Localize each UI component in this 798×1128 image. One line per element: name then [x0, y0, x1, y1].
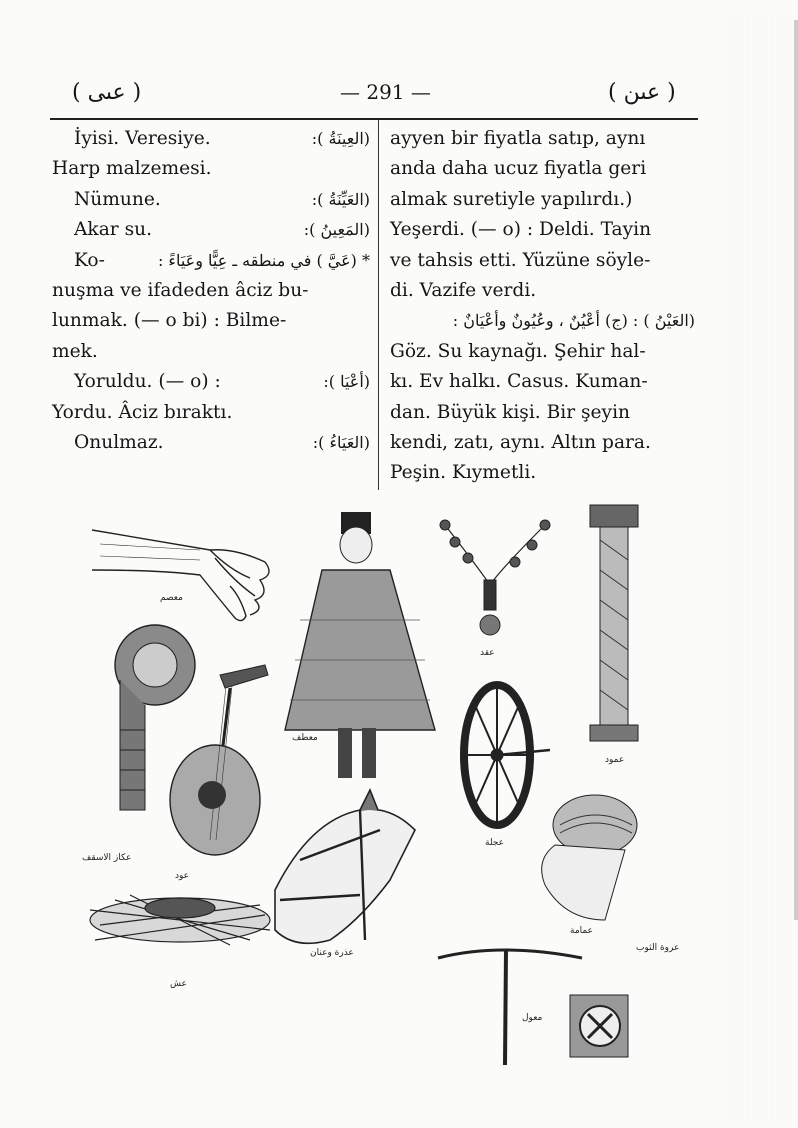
hand-illustration [92, 530, 269, 621]
page-number: — 291 — [340, 80, 431, 104]
right-entry-line: kendi, zatı, aynı. Altın para. [390, 431, 651, 453]
label-necklace: عقد [480, 648, 495, 658]
entry-text: Harp malzemesi. [52, 158, 212, 180]
label-lute: عود [175, 871, 190, 881]
label-turban: عمامة [570, 926, 593, 936]
right-entry-line: ve tahsis etti. Yüzüne söyle- [390, 249, 651, 271]
right-entry-line: kı. Ev halkı. Casus. Kuman- [390, 371, 648, 393]
column-divider [378, 120, 379, 490]
right-column [390, 124, 695, 489]
left-entry-line [52, 337, 370, 367]
scan-edge-line [794, 20, 798, 920]
left-entry-line [52, 185, 370, 215]
label-bridle: عذرة وعنان [310, 948, 354, 958]
right-entry-line: dan. Büyük kişi. Bir şeyin [390, 401, 630, 423]
left-entry-line [52, 398, 370, 428]
left-entry-line [52, 306, 370, 336]
left-entry-line [52, 276, 370, 306]
arabic-headword: (العَيَاءُ ): [312, 432, 370, 452]
left-entry-line [52, 124, 370, 154]
arabic-headword: (العِينَةُ ): [311, 129, 370, 148]
label-wheel: عجلة [485, 838, 504, 848]
wheel-illustration [464, 685, 550, 825]
arabic-headword: (العَيِّنَةُ ): [311, 189, 370, 209]
left-column [52, 124, 370, 458]
entry-text: Yoruldu. (— o) : [74, 371, 221, 393]
left-entry-line [52, 367, 370, 397]
right-entry-line: almak suretiyle yapılırdı.) [390, 188, 633, 210]
header-left-guide: ( عىی ) [72, 80, 142, 105]
right-entry-line: anda daha ucuz fiyatla geri [390, 158, 647, 180]
left-entry-line [52, 215, 370, 245]
arabic-headword: * (عَيَّ ) في منطقه ـ عِيًّا وعَيَاءً : [157, 250, 370, 270]
label-column: عمود [605, 755, 625, 765]
label-pickaxe: معول [522, 1013, 543, 1023]
header-rule [50, 118, 698, 120]
label-button: عروة الثوب [636, 943, 680, 953]
entry-text: Nümune. [74, 188, 161, 210]
entry-text: mek. [52, 340, 98, 362]
necklace-illustration [440, 520, 550, 635]
bridle-illustration [275, 790, 415, 943]
turban-illustration [542, 795, 637, 920]
left-entry-line [52, 154, 370, 184]
label-crozier: عكاز الاسقف [82, 853, 132, 863]
right-entry-line: Yeşerdi. (— o) : Deldi. Tayin [390, 219, 652, 241]
lute-illustration [170, 665, 268, 855]
right-entry-line: ayyen bir fiyatla satıp, aynı [390, 128, 646, 149]
header-right-guide: ( عىن ) [608, 80, 676, 105]
button-illustration [570, 995, 628, 1057]
column-illustration [590, 505, 638, 741]
left-entry-line [52, 246, 370, 276]
right-entry-line: Peşin. Kıymetli. [390, 462, 537, 484]
nest-illustration [90, 895, 270, 945]
entry-text: lunmak. (— o bi) : Bilme- [52, 310, 287, 332]
entry-text: Yordu. Âciz bıraktı. [52, 401, 233, 423]
right-entry-line: (العَيْنُ ) : (ج) أعْيُنٌ ، وعُيُونٌ وأعْيَانٌ : [452, 311, 695, 331]
label-hand: معصم [160, 593, 183, 603]
entry-text: İyisi. Veresiye. [74, 128, 211, 149]
entry-text: Ko- [74, 249, 105, 271]
left-entry-line [52, 428, 370, 458]
label-cloak: معطف [292, 733, 318, 743]
right-entry-line: di. Vazife verdi. [390, 279, 537, 301]
arabic-headword: (المَعِينُ ): [303, 220, 370, 240]
label-nest: عش [170, 979, 187, 989]
entry-text: nuşma ve ifadeden âciz bu- [52, 279, 309, 301]
arabic-headword: (أعْيَا ): [323, 372, 370, 392]
entry-text: Onulmaz. [74, 431, 164, 453]
entry-text: Akar su. [74, 219, 153, 241]
right-entry-line: Göz. Su kaynağı. Şehir hal- [390, 340, 646, 362]
pickaxe-illustration [438, 950, 582, 1065]
illustration-plate [60, 500, 760, 1100]
